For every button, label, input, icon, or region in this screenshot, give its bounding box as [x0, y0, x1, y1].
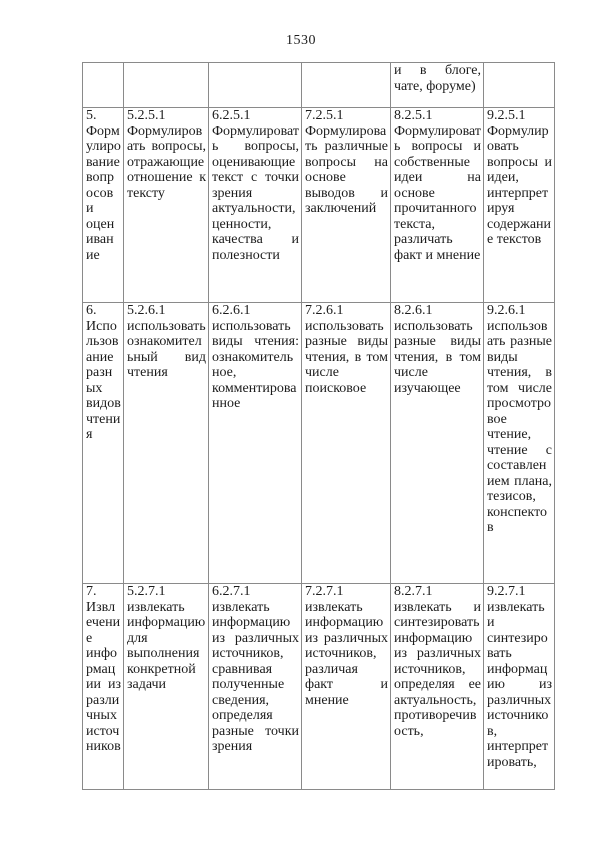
objective-cell-6-2-5-1	[209, 108, 302, 303]
objective-text: извлекать и синтезировать информацию из различных источников, определяя ее актуальность, противоречивость,	[394, 599, 481, 739]
empty-cell	[83, 63, 124, 108]
empty-cell	[484, 63, 555, 108]
objective-cell-7-2-7-1	[302, 584, 391, 790]
objective-code: 5.2.6.1	[127, 303, 166, 318]
objective-text: использовать ознакомительный вид чтения	[127, 318, 206, 380]
objective-text: использовать разные виды чтения, в том числе изучающее	[394, 318, 481, 396]
objective-text: использовать виды чтения: ознакомительное, комментированное	[212, 318, 299, 411]
objective-code: 8.2.5.1	[394, 108, 433, 123]
objective-cell-8-2-7-1	[391, 584, 484, 790]
empty-cell	[124, 63, 209, 108]
row-label-cell-skill-7: 7. Извлечение информации из различных источников	[83, 584, 124, 790]
curriculum-objectives-table	[82, 62, 555, 790]
table-row-skill-5	[83, 108, 555, 303]
objective-code: 9.2.5.1	[487, 108, 526, 123]
objective-text: Формулировать вопросы и собственные идеи на основе прочитанного текста, различать факт и мнение	[394, 123, 481, 263]
objective-text: Формулировать различные вопросы на основе выводов и заключений	[305, 123, 388, 216]
objective-text: извлекать информацию из различных источников, различая факт и мнение	[305, 599, 388, 708]
objective-cell-6-2-7-1	[209, 584, 302, 790]
empty-cell	[209, 63, 302, 108]
objective-code: 9.2.6.1	[487, 303, 526, 318]
objective-code: 6.2.6.1	[212, 303, 251, 318]
table-row-continuation	[83, 63, 555, 108]
objective-cell-9-2-6-1	[484, 303, 555, 584]
objective-text: Формулировать вопросы, оценивающие текст с точки зрения актуальности, ценности, качества и полезности	[212, 123, 299, 263]
objective-cell-5-2-5-1	[124, 108, 209, 303]
objective-text: использовать разные виды чтения, в том числе поисковое	[305, 318, 388, 396]
row-label-cell-skill-5: 5. Формулирование вопросов и оценивание	[83, 108, 124, 303]
objective-cell-9-2-7-1	[484, 584, 555, 790]
objective-code: 7.2.6.1	[305, 303, 344, 318]
objective-text: извлекать информацию для выполнения конкретной задачи	[127, 599, 206, 692]
objective-code: 7.2.5.1	[305, 108, 344, 123]
continuation-text-cell: и в блоге, чате, форуме)	[391, 63, 484, 108]
row-label-cell-skill-6: 6. Использование разных видов чтения	[83, 303, 124, 584]
objective-code: 9.2.7.1	[487, 584, 526, 599]
objective-code: 5.2.7.1	[127, 584, 166, 599]
objective-cell-9-2-5-1	[484, 108, 555, 303]
objective-cell-6-2-6-1	[209, 303, 302, 584]
objective-cell-8-2-6-1	[391, 303, 484, 584]
page-number: 1530	[286, 33, 316, 48]
objective-text: извлекать информацию из различных источников, сравнивая полученные сведения, определяя разные точки зрения	[212, 599, 299, 754]
objective-code: 8.2.7.1	[394, 584, 433, 599]
table-row-skill-6	[83, 303, 555, 584]
objective-cell-7-2-6-1	[302, 303, 391, 584]
objective-code: 6.2.5.1	[212, 108, 251, 123]
objective-text: использовать разные виды чтения, в том числе просмотровое чтение, чтение с составлением плана, тезисов, конспектов	[487, 318, 552, 535]
objective-code: 5.2.5.1	[127, 108, 166, 123]
empty-cell	[302, 63, 391, 108]
objective-cell-7-2-5-1	[302, 108, 391, 303]
objective-text: извлекать и синтезировать информацию из различных источников, интерпретировать,	[487, 599, 552, 770]
objective-code: 8.2.6.1	[394, 303, 433, 318]
objective-code: 7.2.7.1	[305, 584, 344, 599]
objective-text: Формулировать вопросы, отражающие отношение к тексту	[127, 123, 206, 201]
objective-cell-5-2-7-1	[124, 584, 209, 790]
objective-cell-8-2-5-1	[391, 108, 484, 303]
objective-cell-5-2-6-1	[124, 303, 209, 584]
table-row-skill-7	[83, 584, 555, 790]
objective-text: Формулировать вопросы и идеи, интерпретируя содержание текстов	[487, 123, 552, 247]
objective-code: 6.2.7.1	[212, 584, 251, 599]
